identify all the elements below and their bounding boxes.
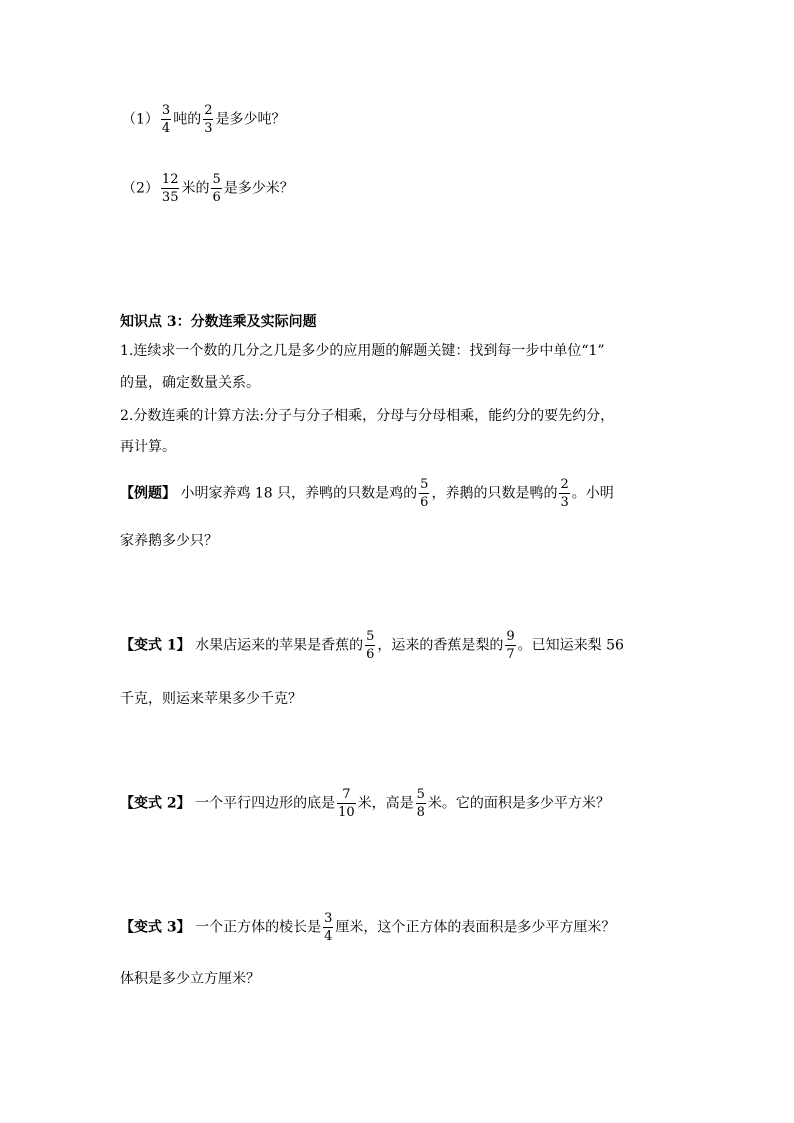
variant-1-tag: 【变式 1】 [120, 637, 191, 654]
paragraph-1-line-2: 的量，确定数量关系。 [120, 375, 260, 391]
variant-3-tag: 【变式 3】 [120, 919, 191, 936]
fraction: $\frac{3}{4}$ [324, 911, 333, 944]
question-1: （1） $\frac{3}{4}$ 吨的 $\frac{2}{3}$ 是多少吨？ [122, 103, 286, 136]
fraction: $\frac{2}{3}$ [560, 477, 569, 510]
fraction: $\frac{2}{3}$ [204, 103, 213, 136]
section-heading: 知识点 3：分数连乘及实际问题 [120, 314, 317, 330]
variant-3-problem-line-2: 体积是多少立方厘米？ [120, 971, 260, 987]
example-problem-line-2: 家养鹅多少只？ [120, 533, 218, 549]
variant-1-problem-line-2: 千克，则运来苹果多少千克？ [120, 691, 302, 707]
paragraph-1-line-1: 1.连续求一个数的几分之几是多少的应用题的解题关键：找到每一步中单位“1” [120, 343, 605, 359]
question-2: （2） $\frac{12}{35}$ 米的 $\frac{5}{6}$ 是多少米？ [122, 172, 294, 205]
fraction: $\frac{9}{7}$ [506, 629, 515, 662]
fraction: $\frac{3}{4}$ [161, 103, 171, 136]
variant-3-problem: 【变式 3】 一个正方体的棱长是 $\frac{3}{4}$ 厘米，这个正方体的表面积是多少平方厘米？ [120, 911, 616, 944]
variant-2-tag: 【变式 2】 [120, 795, 191, 812]
paragraph-2-line-1: 2.分数连乘的计算方法:分子与分子相乘，分母与分母相乘，能约分的要先约分， [120, 408, 615, 424]
fraction: $\frac{12}{35}$ [161, 172, 179, 205]
fraction: $\frac{7}{10}$ [338, 787, 355, 820]
example-tag: 【例题】 [120, 485, 176, 502]
fraction: $\frac{5}{6}$ [212, 172, 221, 205]
variant-2-problem: 【变式 2】 一个平行四边形的底是 $\frac{7}{10}$ 米，高是 $\frac{5}{8}$ 米。它的面积是多少平方米？ [120, 787, 610, 820]
question-1-label: （1） [122, 111, 159, 128]
question-2-label: （2） [122, 180, 159, 197]
paragraph-2-line-2: 再计算。 [120, 439, 176, 455]
fraction: $\frac{5}{8}$ [416, 787, 425, 820]
example-problem: 【例题】 小明家养鸡 18 只，养鸭的只数是鸡的 $\frac{5}{6}$ ，养鹅的只数是鸭的 $\frac{2}{3}$ 。小明 [120, 477, 614, 510]
variant-1-problem: 【变式 1】 水果店运来的苹果是香蕉的 $\frac{5}{6}$ ，运来的香蕉是梨的 $\frac{9}{7}$ 。已知运来梨 56 [120, 629, 624, 662]
fraction: $\frac{5}{6}$ [420, 477, 429, 510]
fraction: $\frac{5}{6}$ [366, 629, 375, 662]
